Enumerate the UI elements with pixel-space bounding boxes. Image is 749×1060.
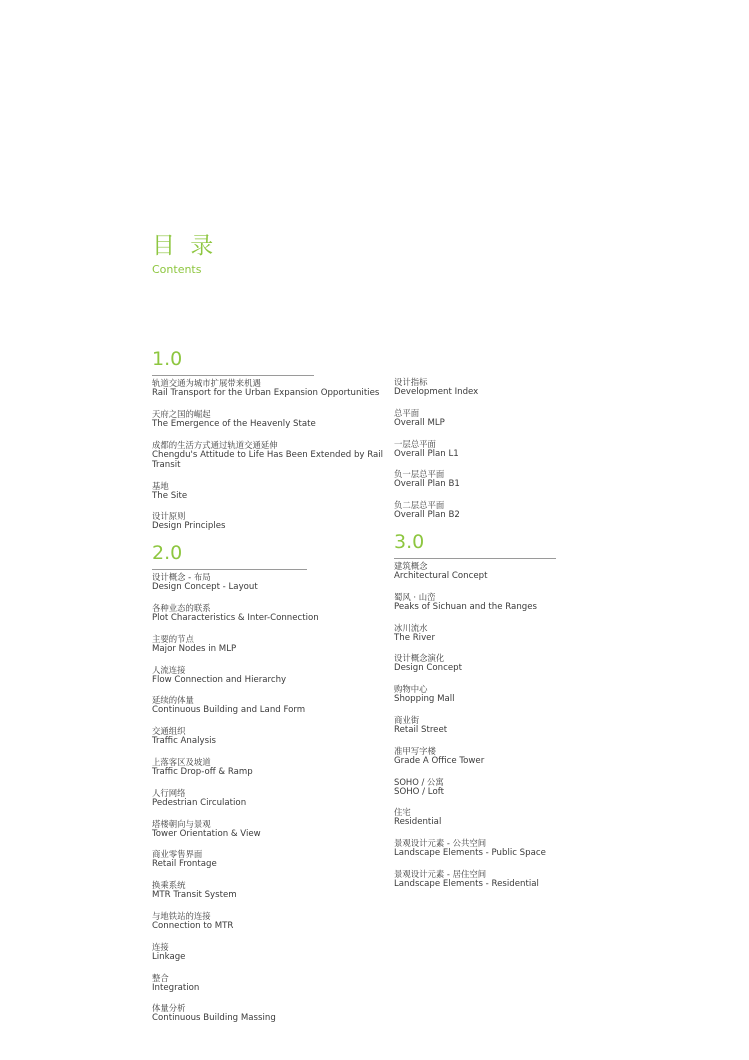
toc-entry-title-cn: 主要的节点 bbox=[152, 633, 194, 644]
toc-list bbox=[152, 378, 412, 532]
section-number: 3.0 bbox=[394, 530, 425, 553]
toc-entry-title-en: Overall MLP bbox=[394, 417, 445, 428]
toc-entry-title-en: Linkage bbox=[152, 951, 186, 962]
toc-entry-title-en: Traffic Analysis bbox=[152, 736, 216, 747]
toc-entry-title-en: Development Index bbox=[394, 387, 479, 397]
toc-section-2-continued bbox=[394, 377, 654, 520]
toc-entry-title-cn: 蜀风 · 山峦 bbox=[394, 591, 436, 602]
toc-entry-title-en: SOHO / Loft bbox=[394, 786, 444, 797]
section-number: 1.0 bbox=[152, 348, 183, 370]
toc-entry-title-en: Major Nodes in MLP bbox=[152, 643, 237, 654]
toc-entry-title-en: Overall Plan B1 bbox=[394, 479, 460, 490]
toc-entry-title-cn: 人流连接 bbox=[152, 664, 186, 675]
toc-entry bbox=[394, 777, 654, 797]
toc-entry bbox=[394, 377, 654, 397]
toc-entry-title-cn: 设计概念 - 布局 bbox=[152, 572, 211, 583]
toc-entry-title-cn: 连接 bbox=[152, 941, 169, 952]
toc-entry bbox=[152, 634, 412, 654]
toc-entry bbox=[152, 757, 412, 777]
toc-entry-title-cn: 各种业态的联系 bbox=[152, 602, 211, 613]
toc-entry bbox=[394, 623, 654, 643]
toc-entry bbox=[394, 500, 654, 520]
toc-entry bbox=[394, 561, 654, 581]
toc-list bbox=[394, 561, 654, 889]
toc-entry bbox=[152, 942, 412, 962]
toc-entry bbox=[152, 819, 412, 839]
toc-list bbox=[152, 572, 412, 1023]
toc-entry-title-cn: SOHO / 公寓 bbox=[394, 776, 444, 787]
page-subtitle: Contents bbox=[152, 263, 202, 276]
toc-entry-title-en: Chengdu's Attitude to Life Has Been Extended by Rail Transit bbox=[152, 449, 384, 470]
toc-column-right bbox=[394, 377, 654, 900]
toc-section-1 bbox=[152, 348, 412, 532]
toc-entry bbox=[152, 1003, 412, 1023]
toc-entry-title-cn: 商业零售界面 bbox=[152, 849, 203, 860]
section-divider bbox=[152, 569, 307, 570]
toc-entry bbox=[394, 684, 654, 704]
toc-entry bbox=[394, 439, 654, 459]
toc-entry bbox=[152, 911, 412, 931]
toc-entry bbox=[394, 838, 654, 858]
toc-entry bbox=[152, 880, 412, 900]
toc-entry-title-cn: 成都的生活方式通过轨道交通延伸 bbox=[152, 439, 278, 450]
toc-entry-title-en: Connection to MTR bbox=[152, 920, 234, 931]
toc-entry-title-en: Residential bbox=[394, 817, 442, 828]
toc-entry-title-en: Continuous Building and Land Form bbox=[152, 705, 306, 716]
toc-entry-title-cn: 负一层总平面 bbox=[394, 469, 445, 480]
toc-entry bbox=[152, 481, 412, 501]
toc-entry bbox=[394, 715, 654, 735]
toc-entry-title-en: Design Principles bbox=[152, 521, 226, 532]
toc-entry-title-en: Integration bbox=[152, 982, 200, 993]
toc-entry-title-cn: 住宅 bbox=[394, 807, 411, 818]
section-divider bbox=[152, 375, 314, 376]
toc-entry bbox=[394, 592, 654, 612]
toc-entry-title-cn: 与地铁站的连接 bbox=[152, 910, 211, 921]
toc-entry-title-cn: 交通组织 bbox=[152, 726, 186, 737]
toc-section-3 bbox=[394, 531, 654, 889]
toc-entry-title-cn: 设计原则 bbox=[152, 511, 186, 522]
toc-entry-title-en: Tower Orientation & View bbox=[152, 828, 261, 839]
toc-entry bbox=[394, 869, 654, 889]
toc-entry-title-cn: 整合 bbox=[152, 972, 169, 983]
toc-entry-title-en: MTR Transit System bbox=[152, 890, 237, 901]
toc-entry-title-cn: 人行网络 bbox=[152, 787, 186, 798]
toc-entry-title-en: Flow Connection and Hierarchy bbox=[152, 674, 287, 685]
toc-entry bbox=[152, 788, 412, 808]
toc-entry-title-en: The Site bbox=[152, 490, 188, 501]
toc-entry bbox=[152, 440, 412, 470]
toc-column-left bbox=[152, 348, 412, 1034]
toc-entry bbox=[394, 807, 654, 827]
toc-entry-title-cn: 天府之国的崛起 bbox=[152, 408, 211, 419]
toc-entry-title-en: Retail Frontage bbox=[152, 859, 217, 870]
toc-entry bbox=[152, 695, 412, 715]
toc-section-2 bbox=[152, 542, 412, 1023]
toc-entry-title-en: The River bbox=[394, 632, 435, 643]
toc-entry bbox=[152, 849, 412, 869]
toc-entry-title-cn: 延续的体量 bbox=[152, 695, 194, 706]
toc-entry-title-en: Continuous Building Massing bbox=[152, 1013, 276, 1024]
toc-entry-title-en: Design Concept bbox=[394, 663, 462, 674]
toc-entry-title-cn: 体量分析 bbox=[152, 1003, 186, 1014]
toc-entry-title-cn: 一层总平面 bbox=[394, 438, 436, 449]
toc-entry bbox=[152, 603, 412, 623]
toc-entry bbox=[152, 973, 412, 993]
toc-entry bbox=[152, 511, 412, 531]
toc-entry-title-cn: 冰川流水 bbox=[394, 622, 428, 633]
toc-entry-title-cn: 购物中心 bbox=[394, 684, 428, 695]
toc-entry bbox=[152, 409, 412, 429]
toc-entry-title-en: Landscape Elements - Public Space bbox=[394, 848, 546, 859]
toc-entry-title-en: Design Concept - Layout bbox=[152, 582, 258, 593]
toc-entry-title-cn: 景观设计元素 - 公共空间 bbox=[394, 838, 487, 849]
toc-entry-title-en: Plot Characteristics & Inter-Connection bbox=[152, 612, 319, 623]
toc-entry-title-cn: 上落客区及坡道 bbox=[152, 756, 211, 767]
page-title: 目 录 bbox=[152, 233, 218, 259]
toc-entry-title-en: Landscape Elements - Residential bbox=[394, 878, 539, 889]
toc-entry bbox=[394, 469, 654, 489]
toc-entry bbox=[394, 408, 654, 428]
toc-entry bbox=[152, 378, 412, 398]
toc-entry bbox=[394, 653, 654, 673]
toc-entry bbox=[394, 746, 654, 766]
toc-entry-title-cn: 轨道交通为城市扩展带来机遇 bbox=[152, 378, 261, 388]
toc-entry-title-en: Retail Street bbox=[394, 724, 448, 735]
contents-header bbox=[152, 232, 217, 276]
toc-entry-title-en: Rail Transport for the Urban Expansion Opportunities bbox=[152, 388, 380, 398]
toc-entry-title-en: Grade A Office Tower bbox=[394, 755, 485, 766]
toc-entry bbox=[152, 726, 412, 746]
toc-entry-title-cn: 建筑概念 bbox=[394, 560, 428, 571]
toc-entry-title-en: Architectural Concept bbox=[394, 570, 488, 581]
section-divider bbox=[394, 558, 556, 559]
toc-list bbox=[394, 377, 654, 520]
toc-entry-title-cn: 设计概念演化 bbox=[394, 653, 445, 664]
toc-entry-title-cn: 总平面 bbox=[394, 407, 420, 418]
toc-entry-title-cn: 景观设计元素 - 居住空间 bbox=[394, 868, 487, 879]
toc-entry-title-cn: 设计指标 bbox=[394, 377, 428, 387]
toc-entry-title-en: Peaks of Sichuan and the Ranges bbox=[394, 601, 537, 612]
toc-entry-title-en: Pedestrian Circulation bbox=[152, 797, 247, 808]
toc-entry bbox=[152, 572, 412, 592]
toc-entry-title-cn: 基地 bbox=[152, 480, 169, 491]
toc-entry-title-en: The Emergence of the Heavenly State bbox=[152, 418, 316, 429]
toc-entry-title-en: Overall Plan L1 bbox=[394, 448, 459, 459]
toc-entry-title-cn: 塔楼朝向与景观 bbox=[152, 818, 211, 829]
toc-entry-title-cn: 准甲写字楼 bbox=[394, 745, 436, 756]
toc-entry bbox=[152, 665, 412, 685]
section-number: 2.0 bbox=[152, 542, 183, 565]
toc-entry-title-en: Traffic Drop-off & Ramp bbox=[152, 766, 253, 777]
toc-entry-title-en: Overall Plan B2 bbox=[394, 510, 460, 521]
toc-entry-title-cn: 换乘系统 bbox=[152, 880, 186, 891]
toc-entry-title-cn: 负二层总平面 bbox=[394, 500, 445, 511]
toc-entry-title-en: Shopping Mall bbox=[394, 694, 455, 705]
toc-entry-title-cn: 商业街 bbox=[394, 714, 420, 725]
